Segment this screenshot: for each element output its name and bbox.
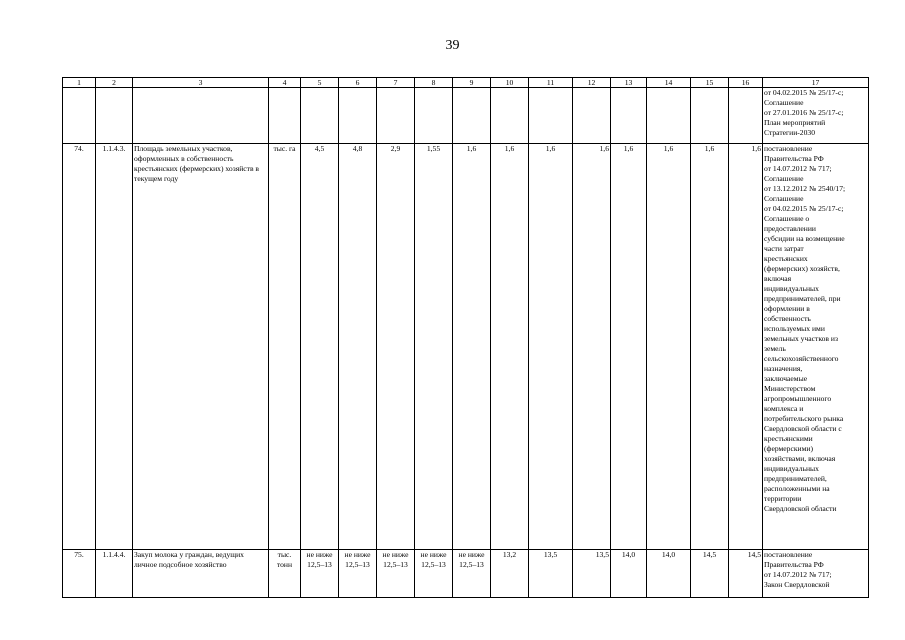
value-cell [611,88,647,144]
source-line: от 04.02.2015 № 25/17-с; [764,88,844,97]
source-line: предпринимателей, при [764,294,841,303]
source-line: Стратегии-2030 [764,128,815,137]
value-cell [647,88,691,144]
column-header: 13 [611,78,647,88]
table-row-continuation [63,88,869,144]
value-cell [415,88,453,144]
source-line: крестьянскими [764,434,813,443]
value-cell: 14,0 [647,550,691,598]
value-cell [691,88,729,144]
column-header: 5 [301,78,339,88]
page-number: 39 [445,38,460,53]
column-header: 10 [491,78,529,88]
source-line: от 13.12.2012 № 2540/17; [764,184,846,193]
row-number-cell: 75. [63,550,96,598]
source-line: территории [764,494,802,503]
column-header: 7 [377,78,415,88]
value-cell: 4,5 [301,144,339,550]
source-line: земельных участков из [764,334,838,343]
column-header: 4 [269,78,301,88]
source-line: Соглашение [764,194,804,203]
source-line: постановление [764,550,813,559]
value-cell: не ниже 12,5–13 [377,550,415,598]
source-line: Правительства РФ [764,154,824,163]
column-header: 6 [339,78,377,88]
source-line: расположенными на [764,484,830,493]
value-cell [573,88,611,144]
source-line: (фермерских) хозяйств, [764,264,840,273]
column-header: 3 [133,78,269,88]
value-cell [529,88,573,144]
source-line: от 27.01.2016 № 25/17-с; [764,108,844,117]
source-line: от 04.02.2015 № 25/17-с; [764,204,844,213]
value-cell [491,88,529,144]
indicator-name-cell: Закуп молока у граждан, ведущих личное подсобное хозяйство [133,550,269,598]
value-cell: 1,6 [453,144,491,550]
source-line: включая [764,274,792,283]
header-row [63,78,869,88]
column-header: 14 [647,78,691,88]
column-header: 9 [453,78,491,88]
column-header: 17 [763,78,869,88]
column-header: 1 [63,78,96,88]
value-cell: не ниже 12,5–13 [415,550,453,598]
source-line: Правительства РФ [764,560,824,569]
source-line: индивидуальных [764,464,819,473]
value-cell: 4,8 [339,144,377,550]
source-line: предпринимателей, [764,474,827,483]
value-cell: 13,5 [529,550,573,598]
value-cell: 1,6 [573,144,611,550]
source-line: части затрат [764,244,804,253]
source-line: субсидии на возмещение [764,234,845,243]
source-line: постановление [764,144,813,153]
source-documents-cell [763,144,869,550]
code-cell: 1.1.4.4. [96,550,133,598]
column-header: 16 [729,78,763,88]
source-line: хозяйствами, включая [764,454,836,463]
source-line: индивидуальных [764,284,819,293]
column-header: 2 [96,78,133,88]
source-line: Закон Свердловской [764,580,830,589]
source-line: заключаемые [764,374,808,383]
value-cell [301,88,339,144]
column-header: 8 [415,78,453,88]
source-line: (фермерскими) [764,444,813,453]
source-line: крестьянских [764,254,808,263]
indicator-name-cell [133,88,269,144]
source-documents-cell [763,88,869,144]
value-cell: не ниже 12,5–13 [453,550,491,598]
source-line: используемых ими [764,324,825,333]
source-line: Соглашение [764,174,804,183]
value-cell [339,88,377,144]
value-cell [729,88,763,144]
value-cell: 14,5 [691,550,729,598]
indicator-name-cell: Площадь земельных участков, оформленных в собственность крестьянских (фермерских) хозяйств в текущем году [133,144,269,550]
row-number-cell [63,88,96,144]
source-line: комплекса и [764,404,804,413]
source-documents-cell [763,550,869,598]
table-row-75 [63,550,869,598]
code-cell [96,88,133,144]
value-cell: 1,6 [729,144,763,550]
value-cell: не ниже 12,5–13 [339,550,377,598]
value-cell [377,88,415,144]
value-cell: 1,6 [691,144,729,550]
value-cell [453,88,491,144]
column-header: 15 [691,78,729,88]
value-cell: 1,6 [529,144,573,550]
unit-cell [269,88,301,144]
source-line: оформлении в [764,304,810,313]
source-line: собственность [764,314,811,323]
value-cell: 1,6 [647,144,691,550]
source-line: предоставлении [764,224,816,233]
value-cell: 1,6 [491,144,529,550]
unit-cell: тыс. тонн [269,550,301,598]
source-line: Министерством [764,384,816,393]
unit-cell: тыс. га [269,144,301,550]
source-line: от 14.07.2012 № 717; [764,570,832,579]
value-cell: 1,55 [415,144,453,550]
column-header: 12 [573,78,611,88]
source-line: сельскохозяйственного [764,354,839,363]
value-cell: 1,6 [611,144,647,550]
source-line: назначения, [764,364,803,373]
table-row-74 [63,144,869,550]
code-cell: 1.1.4.3. [96,144,133,550]
source-line: Свердловской области [764,504,837,513]
value-cell: 2,9 [377,144,415,550]
source-line: от 14.07.2012 № 717; [764,164,832,173]
source-line: Свердловской области с [764,424,842,433]
source-line: агропромышленного [764,394,832,403]
value-cell: 14,0 [611,550,647,598]
source-line: Соглашение о [764,214,810,223]
value-cell: 14,5 [729,550,763,598]
source-line: земель [764,344,786,353]
source-line: Соглашение [764,98,804,107]
data-table [62,77,869,598]
source-line: План мероприятий [764,118,826,127]
column-header: 11 [529,78,573,88]
value-cell: 13,2 [491,550,529,598]
value-cell: 13,5 [573,550,611,598]
source-line: потребительского рынка [764,414,844,423]
value-cell: не ниже 12,5–13 [301,550,339,598]
row-number-cell: 74. [63,144,96,550]
